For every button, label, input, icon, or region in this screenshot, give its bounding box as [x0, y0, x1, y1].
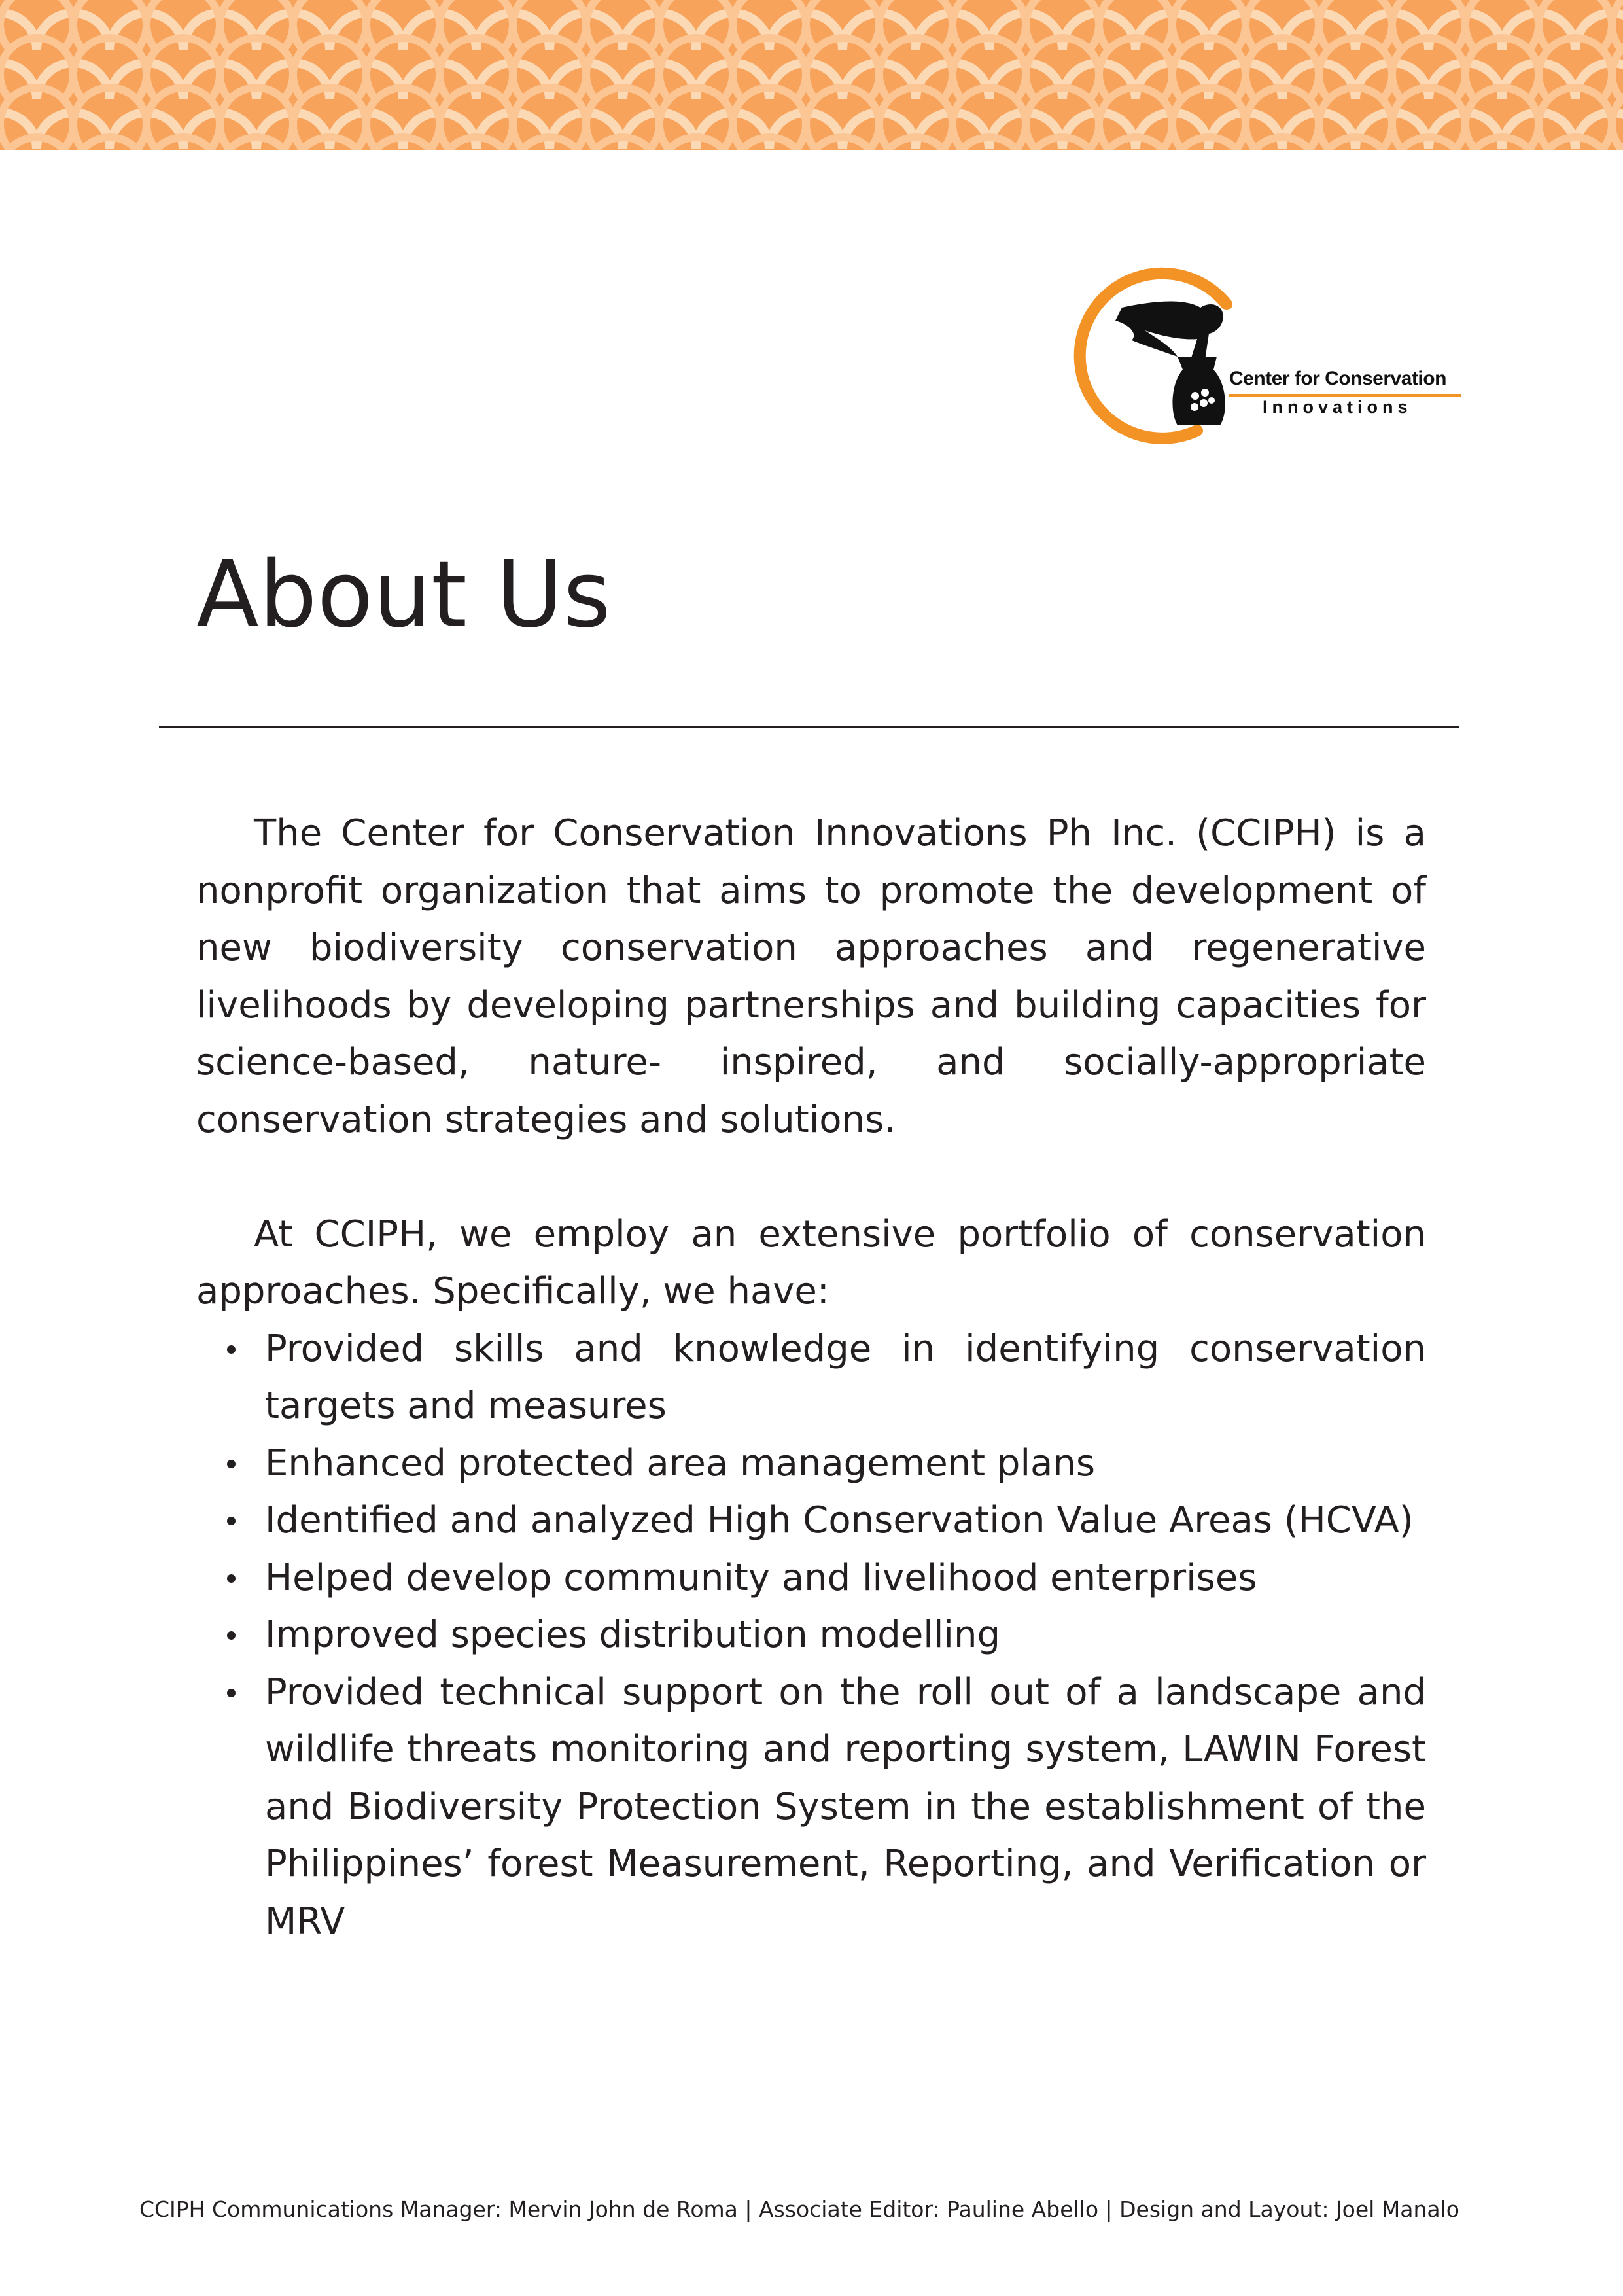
cci-logo	[1066, 262, 1472, 445]
title-divider	[159, 726, 1459, 728]
about-content	[196, 805, 1426, 1950]
intro-paragraph: The Center for Conservation Innovations Ph Inc. (CCIPH) is a nonprofit organization that aims to promote the development of new biodiversity conservation approaches and regenerative livelihoods by developing partnerships and building capacities for science-based, nature- inspired, and socially-appropriate conservation strategies and solutions.	[196, 812, 1426, 1141]
header-pattern-band	[0, 0, 1623, 150]
logo-name-line2: Innovations	[1263, 397, 1412, 417]
list-item: Provided technical support on the roll out of a landscape and wildlife threats monitoring and reporting system, LAWIN Forest and Biodiversity Protection System in the establishment of the Philippines’ forest Measurement, Reporting, and Verification or MRV	[265, 1664, 1426, 1951]
list-item: Helped develop community and livelihood enterprises	[265, 1549, 1426, 1607]
achievements-list	[196, 1320, 1426, 1951]
list-item: Improved species distribution modelling	[265, 1606, 1426, 1664]
page-title: About Us	[196, 542, 611, 648]
portfolio-paragraph: At CCIPH, we employ an extensive portfolio of conservation approaches. Specifically, we have:	[196, 1212, 1426, 1313]
list-item: Identified and analyzed High Conservation Value Areas (HCVA)	[265, 1492, 1426, 1549]
logo-name-line1: Center for Conservation	[1229, 368, 1446, 389]
footer-credits: CCIPH Communications Manager: Mervin John de Roma | Associate Editor: Pauline Abello | Design and Layout: Joel Manalo	[139, 2197, 1459, 2222]
list-item: Provided skills and knowledge in identifying conservation targets and measures	[265, 1320, 1426, 1435]
logo-underline	[1229, 394, 1461, 397]
list-item: Enhanced protected area management plans	[265, 1435, 1426, 1492]
